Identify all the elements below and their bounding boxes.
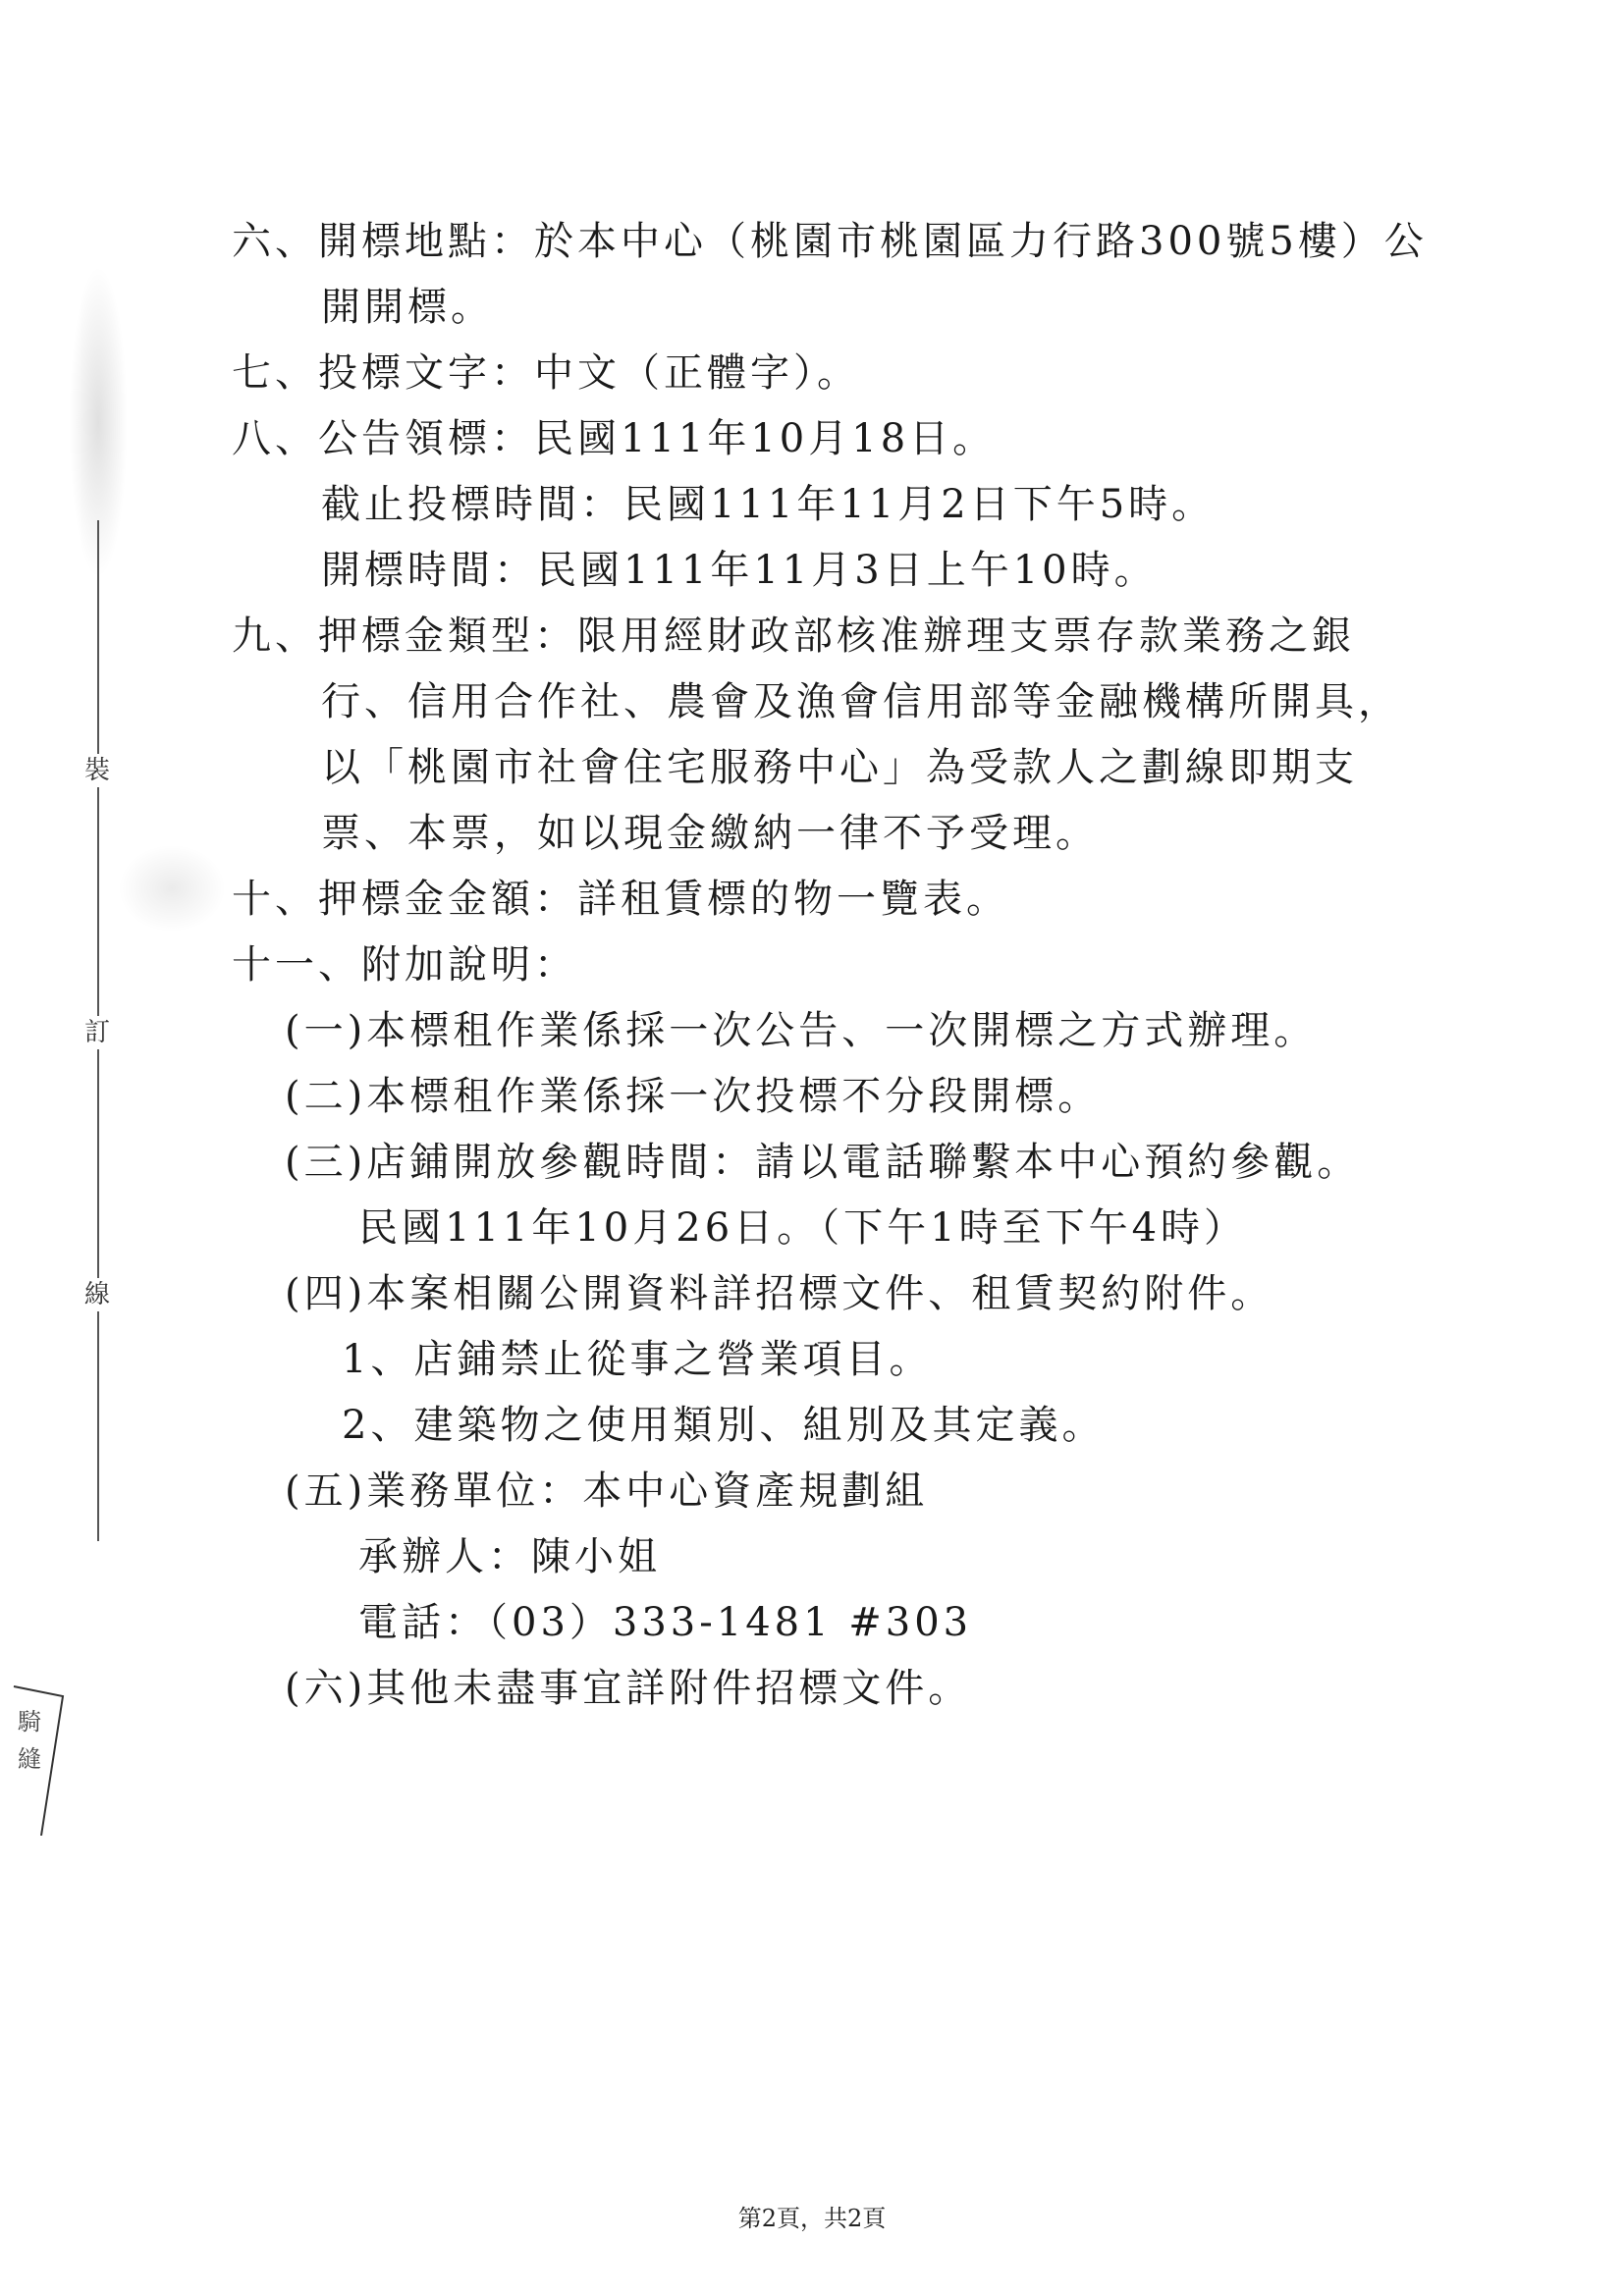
svg-text:騎: 騎 [18, 1708, 41, 1735]
item-11-note-5: (五)業務單位：本中心資產規劃組 [285, 1468, 929, 1514]
item-9-continued-3: 票、本票，如以現金繳納一律不予受理。 [321, 811, 1099, 856]
item-11-contact-phone: 電話：（03）333-1481 #303 [358, 1600, 973, 1645]
page-number: 第2頁，共2頁 [737, 2205, 887, 2232]
item-11-heading: 十一、附加說明： [232, 942, 577, 988]
item-10-deposit-amount: 十、押標金金額：詳租賃標的物一覽表。 [232, 877, 1009, 922]
item-9-continued-1: 行、信用合作社、農會及漁會信用部等金融機構所開具， [321, 679, 1401, 724]
binding-char-ding: 訂 [84, 1018, 111, 1047]
binding-char-zhuang: 裝 [84, 756, 111, 785]
scan-noise [118, 844, 226, 933]
item-11-note-1: (一)本標租作業係採一次公告、一次開標之方式辦理。 [285, 1008, 1318, 1053]
svg-text:縫: 縫 [18, 1745, 41, 1773]
item-7-bid-language: 七、投標文字：中文（正體字）。 [232, 350, 860, 396]
item-11-note-4: (四)本案相關公開資料詳招標文件、租賃契約附件。 [285, 1271, 1274, 1316]
item-6-opening-location: 六、開標地點：於本中心（桃園市桃園區力行路300號5樓）公 [232, 219, 1428, 264]
item-11-note-4-sub-2: 2、建築物之使用類別、組別及其定義。 [342, 1403, 1106, 1448]
binding-char-xian: 線 [84, 1280, 111, 1309]
item-8-opening-time: 開標時間：民國111年11月3日上午10時。 [321, 548, 1158, 593]
item-8-announcement-date: 八、公告領標：民國111年10月18日。 [232, 416, 997, 461]
item-11-note-2: (二)本標租作業係採一次投標不分段開標。 [285, 1074, 1102, 1119]
seam-stamp [12, 1669, 71, 1836]
item-9-deposit-type: 九、押標金類型：限用經財政部核准辦理支票存款業務之銀 [232, 614, 1355, 659]
item-11-note-6: (六)其他未盡事宜詳附件招標文件。 [285, 1666, 972, 1711]
item-11-note-3: (三)店鋪開放參觀時間：請以電話聯繫本中心預約參觀。 [285, 1140, 1361, 1185]
item-11-note-3-date: 民國111年10月26日。（下午1時至下午4時） [358, 1205, 1248, 1251]
item-11-contact-person: 承辦人：陳小姐 [358, 1534, 661, 1579]
item-9-continued-2: 以「桃園市社會住宅服務中心」為受款人之劃線即期支 [321, 745, 1358, 790]
item-11-note-4-sub-1: 1、店鋪禁止從事之營業項目。 [342, 1337, 933, 1382]
item-6-continued: 開開標。 [321, 285, 494, 330]
item-8-bid-deadline: 截止投標時間：民國111年11月2日下午5時。 [321, 482, 1216, 527]
